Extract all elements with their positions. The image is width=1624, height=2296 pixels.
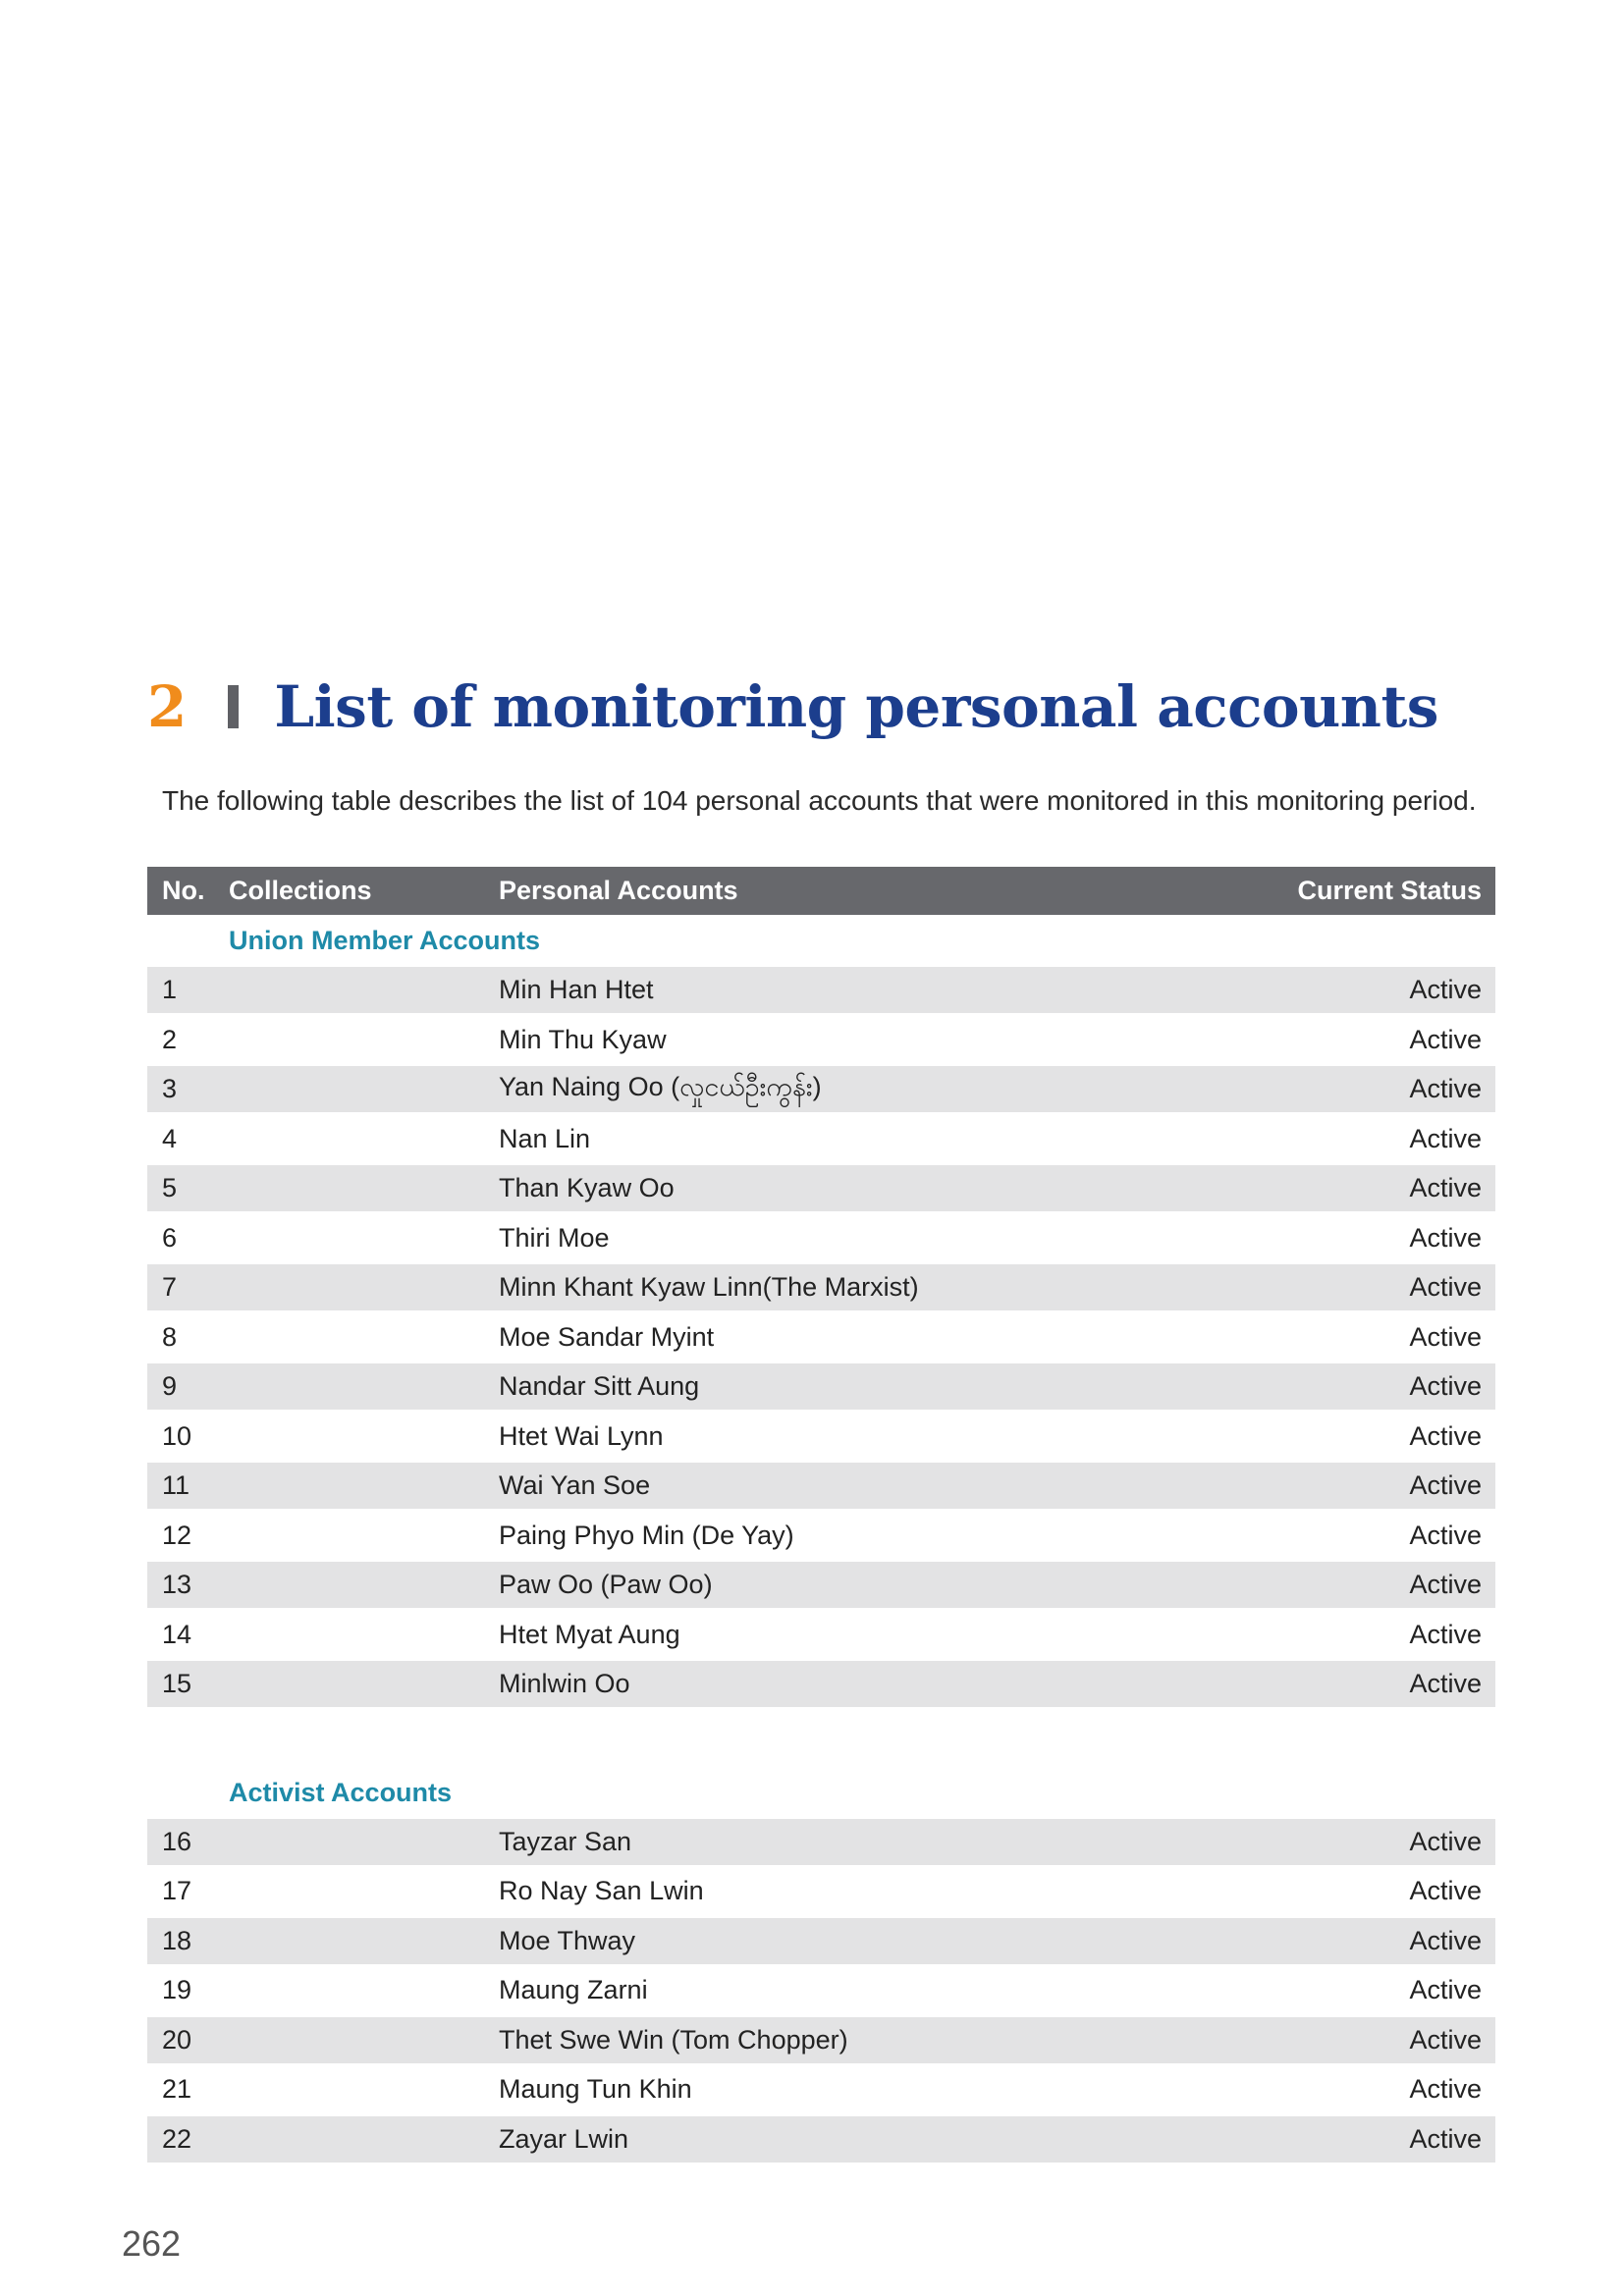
- page-number: 262: [122, 2223, 182, 2264]
- row-number: 17: [162, 1876, 192, 1905]
- row-account-name: Minlwin Oo: [499, 1669, 630, 1698]
- row-number: 6: [162, 1222, 178, 1253]
- row-number: 14: [162, 1619, 192, 1649]
- row-account-name: Ro Nay San Lwin: [499, 1876, 704, 1905]
- row-number: 21: [162, 2074, 192, 2104]
- row-account-name: Thiri Moe: [499, 1222, 610, 1253]
- section-label: Activist Accounts: [229, 1777, 453, 1807]
- table-row: [147, 1819, 1495, 1865]
- row-account-name: Min Han Htet: [499, 975, 654, 1004]
- header-personal-accounts: Personal Accounts: [499, 876, 738, 905]
- row-account-name: Htet Wai Lynn: [499, 1420, 664, 1451]
- row-number: 4: [162, 1123, 178, 1153]
- row-account-name: Min Thu Kyaw: [499, 1024, 667, 1054]
- row-number: 19: [162, 1975, 192, 2004]
- accounts-table: [147, 867, 1495, 2165]
- table-row: [147, 2017, 1495, 2063]
- row-status: Active: [1409, 1024, 1482, 1054]
- row-account-name: Nandar Sitt Aung: [499, 1371, 700, 1401]
- table-header: [147, 867, 1495, 915]
- table-row: [147, 1463, 1495, 1509]
- table-row: [147, 1314, 1495, 1361]
- row-number: 18: [162, 1925, 192, 1955]
- row-account-name: Paing Phyo Min (De Yay): [499, 1520, 794, 1550]
- row-account-name: Minn Khant Kyaw Linn(The Marxist): [499, 1272, 919, 1302]
- table-row: [147, 1363, 1495, 1410]
- table-row: [147, 1264, 1495, 1310]
- row-number: 5: [162, 1173, 178, 1202]
- row-account-name: Tayzar San: [499, 1826, 632, 1856]
- row-status: Active: [1409, 1669, 1482, 1698]
- table-body: [147, 915, 1495, 2163]
- row-status: Active: [1409, 2123, 1482, 2154]
- row-account-name: Maung Tun Khin: [499, 2074, 692, 2104]
- row-status: Active: [1409, 1925, 1482, 1955]
- section-heading: [147, 667, 1438, 746]
- row-account-name: Than Kyaw Oo: [499, 1173, 675, 1202]
- row-account-name: Nan Lin: [499, 1123, 591, 1153]
- row-status: Active: [1409, 1272, 1482, 1302]
- table-row: [147, 1215, 1495, 1261]
- row-status: Active: [1409, 1570, 1482, 1599]
- row-status: Active: [1409, 1975, 1482, 2004]
- row-status: Active: [1409, 2074, 1482, 2104]
- row-number: 2: [162, 1024, 178, 1054]
- table-row: [147, 1017, 1495, 1063]
- table-row: [147, 1414, 1495, 1460]
- row-number: 9: [162, 1371, 178, 1401]
- row-status: Active: [1409, 1222, 1482, 1253]
- table-row: [147, 1661, 1495, 1707]
- section-number: 2: [147, 673, 188, 740]
- table-row: [147, 1116, 1495, 1162]
- row-status: Active: [1409, 1470, 1482, 1500]
- table-row: [147, 1066, 1495, 1112]
- row-account-name: Wai Yan Soe: [499, 1470, 651, 1500]
- row-account-name: Moe Sandar Myint: [499, 1321, 715, 1352]
- table-row: [147, 967, 1495, 1013]
- row-status: Active: [1409, 1826, 1482, 1856]
- intro-paragraph: The following table describes the list of 104 personal accounts that were monitored in this monitoring period.: [162, 785, 1477, 816]
- row-number: 3: [162, 1074, 178, 1103]
- row-account-name: Yan Naing Oo (လှုငယ်ဦးကွန်း): [499, 1071, 822, 1101]
- row-number: 11: [162, 1470, 190, 1500]
- row-number: 16: [162, 1826, 192, 1856]
- row-status: Active: [1409, 1123, 1482, 1153]
- table-row: [147, 1562, 1495, 1608]
- row-number: 20: [162, 2024, 192, 2055]
- row-status: Active: [1409, 1371, 1482, 1401]
- table-row: [147, 1918, 1495, 1964]
- table-row: [147, 1612, 1495, 1658]
- table-row: [147, 1868, 1495, 1914]
- row-status: Active: [1409, 1520, 1482, 1550]
- row-number: 22: [162, 2123, 192, 2154]
- table-row: [147, 1967, 1495, 2013]
- header-no: No.: [162, 876, 205, 905]
- row-account-name: Maung Zarni: [499, 1975, 648, 2004]
- row-number: 1: [162, 975, 178, 1004]
- row-status: Active: [1409, 975, 1482, 1004]
- row-status: Active: [1409, 1173, 1482, 1202]
- section-label: Union Member Accounts: [229, 926, 541, 955]
- row-number: 15: [162, 1669, 192, 1698]
- row-status: Active: [1409, 2024, 1482, 2055]
- row-account-name: Zayar Lwin: [499, 2123, 629, 2154]
- table-row: [147, 2116, 1495, 2163]
- row-status: Active: [1409, 1321, 1482, 1352]
- row-status: Active: [1409, 1619, 1482, 1649]
- heading-divider: [228, 685, 239, 728]
- table-row: [147, 2066, 1495, 2112]
- header-current-status: Current Status: [1297, 876, 1482, 905]
- row-number: 10: [162, 1420, 192, 1451]
- section-spacer: [147, 1711, 1495, 1767]
- row-status: Active: [1409, 1074, 1482, 1103]
- header-collections: Collections: [229, 876, 372, 905]
- row-account-name: Thet Swe Win (Tom Chopper): [499, 2024, 848, 2055]
- row-account-name: Moe Thway: [499, 1925, 636, 1955]
- row-number: 12: [162, 1520, 192, 1550]
- row-number: 8: [162, 1321, 178, 1352]
- row-status: Active: [1409, 1876, 1482, 1905]
- row-number: 13: [162, 1570, 192, 1599]
- row-number: 7: [162, 1272, 178, 1302]
- row-account-name: Paw Oo (Paw Oo): [499, 1570, 713, 1599]
- row-account-name: Htet Myat Aung: [499, 1619, 680, 1649]
- section-title: List of monitoring personal accounts: [274, 673, 1438, 740]
- table-row: [147, 1165, 1495, 1211]
- table-row: [147, 1513, 1495, 1559]
- row-status: Active: [1409, 1420, 1482, 1451]
